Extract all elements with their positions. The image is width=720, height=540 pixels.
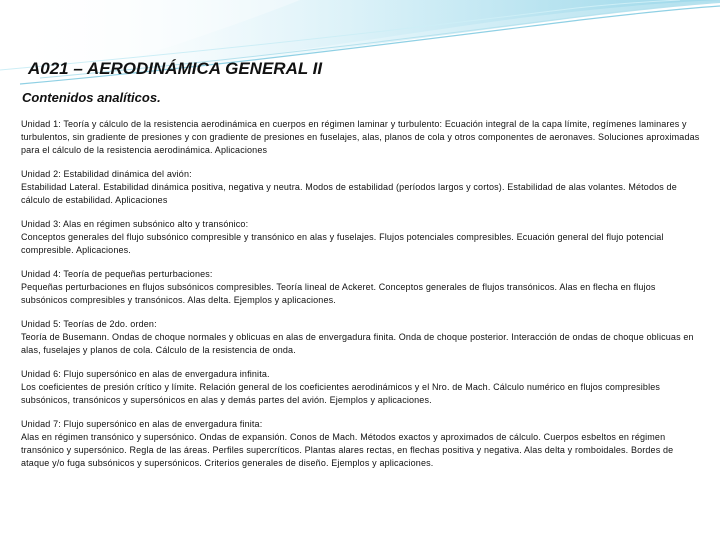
content-units xyxy=(21,118,701,481)
unit-heading: Unidad 3: Alas en régimen subsónico alto y transónico: xyxy=(21,219,249,229)
unit-body: Conceptos generales del flujo subsónico compresible y transónico en alas y fuselajes. Flujos potenciales compresibles. Ecuación general del flujo potencial compresible. Aplicaciones. xyxy=(21,232,664,255)
unit-1 xyxy=(21,118,701,157)
unit-body: Los coeficientes de presión crítico y límite. Relación general de los coeficientes aerodinámicos y el Nro. de Mach. Cálculo numérico en flujos compresibles subsónicos, transónicos y supersónicos en alas y demás partes del avión. Ejemplos y aplicaciones. xyxy=(21,382,661,405)
unit-4 xyxy=(21,268,701,307)
unit-body: Teoría de Busemann. Ondas de choque normales y oblicuas en alas de envergadura finita. Onda de choque posterior. Interacción de ondas de choque oblicuas en alas, fuselajes y planos de cola. Cálculo de la resistencia de onda. xyxy=(21,332,694,355)
unit-heading: Unidad 5: Teorías de 2do. orden: xyxy=(21,319,157,329)
unit-heading: Unidad 4: Teoría de pequeñas perturbaciones: xyxy=(21,269,213,279)
unit-3 xyxy=(21,218,701,257)
unit-body: Alas en régimen transónico y supersónico. Ondas de expansión. Conos de Mach. Métodos exactos y aproximados de cálculo. Cuerpos esbeltos en régimen transónico y supersónico. Regla de las áreas. Perfiles supercríticos. Plantas alares rectas, en flechas positiva y negativa. Alas delta y romboidales. Bordes de ataque y/o fuga subsónicos y supersónicos. Criterios generales de diseño. Ejemplos y aplicaciones. xyxy=(21,432,674,468)
unit-heading: Unidad 2: Estabilidad dinámica del avión: xyxy=(21,169,192,179)
slide-subtitle: Contenidos analíticos. xyxy=(22,90,161,105)
unit-body: Estabilidad Lateral. Estabilidad dinámica positiva, negativa y neutra. Modos de estabilidad (períodos largos y cortos). Estabilidad de alas volantes. Métodos de cálculo de estabilidad. Aplicaciones xyxy=(21,182,677,205)
unit-2 xyxy=(21,168,701,207)
unit-heading: Unidad 7: Flujo supersónico en alas de envergadura finita: xyxy=(21,419,263,429)
slide-title: A021 – AERODINÁMICA GENERAL II xyxy=(28,59,323,78)
unit-heading: Unidad 1: Teoría y cálculo de la resistencia aerodinámica en cuerpos en régimen laminar y turbulento: Ecuación integral de la capa límite, regímenes laminares y turbulentos, sin gradiente de presiones y con gradiente de presiones en fuselajes, alas, planos de cola y otros componentes de aeronaves. Soluciones aproximadas para el cálculo de la resistencia aerodinámica. Aplicaciones xyxy=(21,119,700,155)
unit-6 xyxy=(21,368,701,407)
unit-body: Pequeñas perturbaciones en flujos subsónicos compresibles. Teoría lineal de Ackeret. Conceptos generales de flujos transónicos. Alas en flecha en flujos subsónicos compresibles y transónicos. Alas delta. Ejemplos y aplicaciones. xyxy=(21,282,656,305)
unit-5 xyxy=(21,318,701,357)
unit-heading: Unidad 6: Flujo supersónico en alas de envergadura infinita. xyxy=(21,369,270,379)
unit-7 xyxy=(21,418,701,470)
